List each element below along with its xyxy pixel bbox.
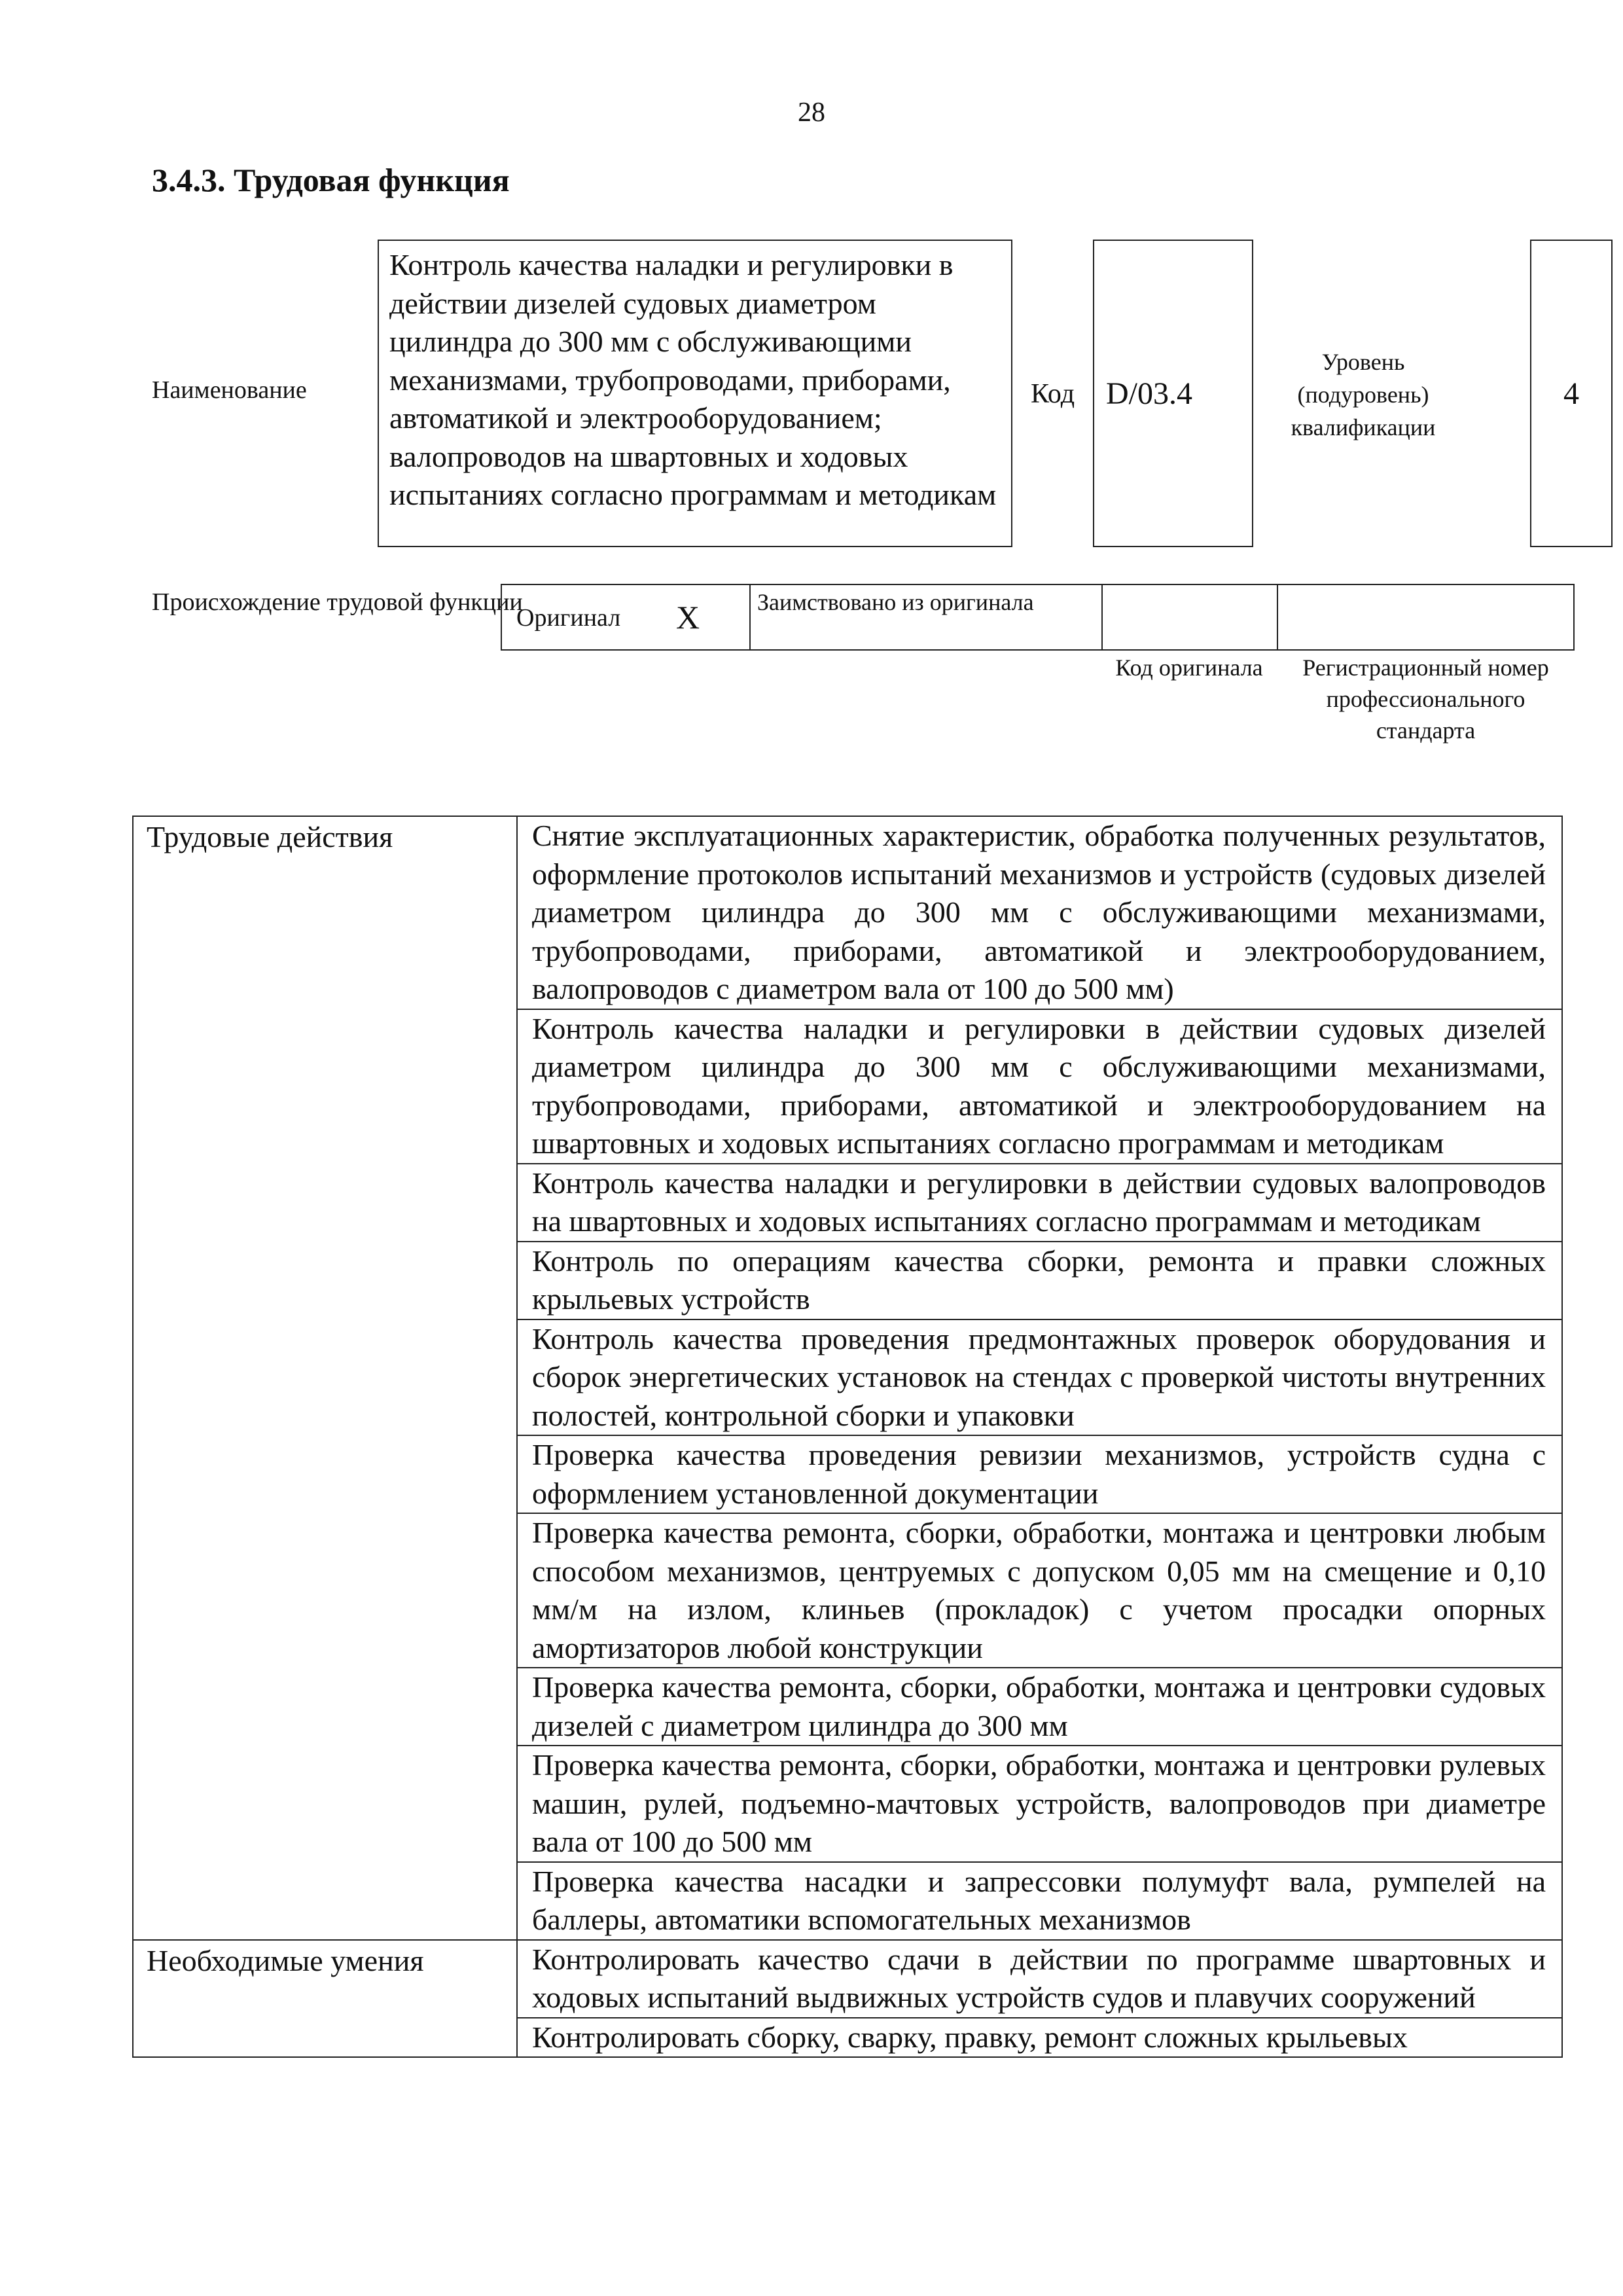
origin-original-cell [502, 585, 751, 649]
labor-action-item: Проверка качества проведения ревизии механизмов, устройств судна с оформлением установленной документации [517, 1435, 1562, 1513]
labor-actions-label: Трудовые действия [133, 816, 517, 1940]
origin-borrowed-cell [751, 585, 1103, 649]
section-title: 3.4.3. Трудовая функция [152, 162, 510, 198]
table-row [133, 1940, 1562, 2018]
code-label: Код [1031, 379, 1075, 409]
labor-action-item: Проверка качества насадки и запрессовки полумуфт вала, румпелей на баллеры, автоматики вспомогательных механизмов [517, 1862, 1562, 1940]
function-name-box: Контроль качества наладки и регулировки в действии дизелей судовых диаметром цилиндра до 300 мм с обслуживающими механизмами, трубопроводами, приборами, автоматикой и электрооборудованием; валопроводов на швартовных и ходовых испытаниях согласно программам и методикам [378, 240, 1012, 547]
origin-reg-caption: Регистрационный номер профессионального стандарта [1302, 655, 1549, 744]
origin-borrowed-label: Заимствовано из оригинала [757, 589, 1034, 615]
page-number: 28 [798, 98, 825, 128]
qualification-level-label: Уровень (подуровень) квалификации [1291, 349, 1436, 440]
origin-original-label: Оригинал [516, 604, 621, 632]
origin-code-caption: Код оригинала [1115, 655, 1263, 681]
qualification-level-box [1530, 240, 1613, 547]
origin-label: Происхождение трудовой функции [152, 588, 523, 616]
qualification-level: 4 [1563, 376, 1579, 411]
name-label: Наименование [152, 376, 307, 404]
origin-grid [501, 584, 1575, 651]
labor-action-item: Проверка качества ремонта, сборки, обработки, монтажа и центровки судовых дизелей с диаметром цилиндра до 300 мм [517, 1668, 1562, 1746]
labor-action-item: Снятие эксплуатационных характеристик, обработка полученных результатов, оформление протоколов испытаний механизмов и устройств (судовых дизелей диаметром цилиндра до 300 мм с обслуживающими механизмами, трубопроводами, приборами, автоматикой и электрооборудованием, валопроводов с диаметром вала от 100 до 500 мм) [517, 816, 1562, 1009]
labor-action-item: Контроль по операциям качества сборки, ремонта и правки сложных крыльевых устройств [517, 1242, 1562, 1319]
labor-action-item: Контроль качества наладки и регулировки в действии судовых дизелей диаметром цилиндра до 300 мм с обслуживающими механизмами, трубопроводами, приборами, автоматикой и электрооборудованием на швартовных и ходовых испытаниях согласно программам и методикам [517, 1009, 1562, 1164]
skill-item: Контролировать сборку, сварку, правку, ремонт сложных крыльевых [517, 2018, 1562, 2058]
labor-action-item: Проверка качества ремонта, сборки, обработки, монтажа и центровки любым способом механизмов, центруемых с допуском 0,05 мм на смещение и 0,10 мм/м на излом, клиньев (прокладок) с учетом просадки опорных амортизаторов любой конструкции [517, 1513, 1562, 1668]
origin-code-cell [1103, 585, 1278, 649]
labor-action-item: Проверка качества ремонта, сборки, обработки, монтажа и центровки рулевых машин, рулей, подъемно-мачтовых устройств, валопроводов при диаметре вала от 100 до 500 мм [517, 1746, 1562, 1862]
function-code: D/03.4 [1106, 376, 1192, 411]
skill-item: Контролировать качество сдачи в действии по программе швартовных и ходовых испытаний выдвижных устройств судов и плавучих сооружений [517, 1940, 1562, 2018]
table-row [133, 816, 1562, 1009]
function-code-box [1093, 240, 1253, 547]
skills-label: Необходимые умения [133, 1940, 517, 2058]
labor-function-table [132, 816, 1563, 2058]
labor-action-item: Контроль качества наладки и регулировки в действии судовых валопроводов на швартовных и ходовых испытаниях согласно программам и методикам [517, 1164, 1562, 1242]
origin-reg-number-cell [1278, 585, 1576, 649]
labor-action-item: Контроль качества проведения предмонтажных проверок оборудования и сборок энергетических установок на стендах с проверкой чистоты внутренних полостей, контрольной сборки и упаковки [517, 1319, 1562, 1436]
origin-original-mark: X [676, 599, 700, 636]
